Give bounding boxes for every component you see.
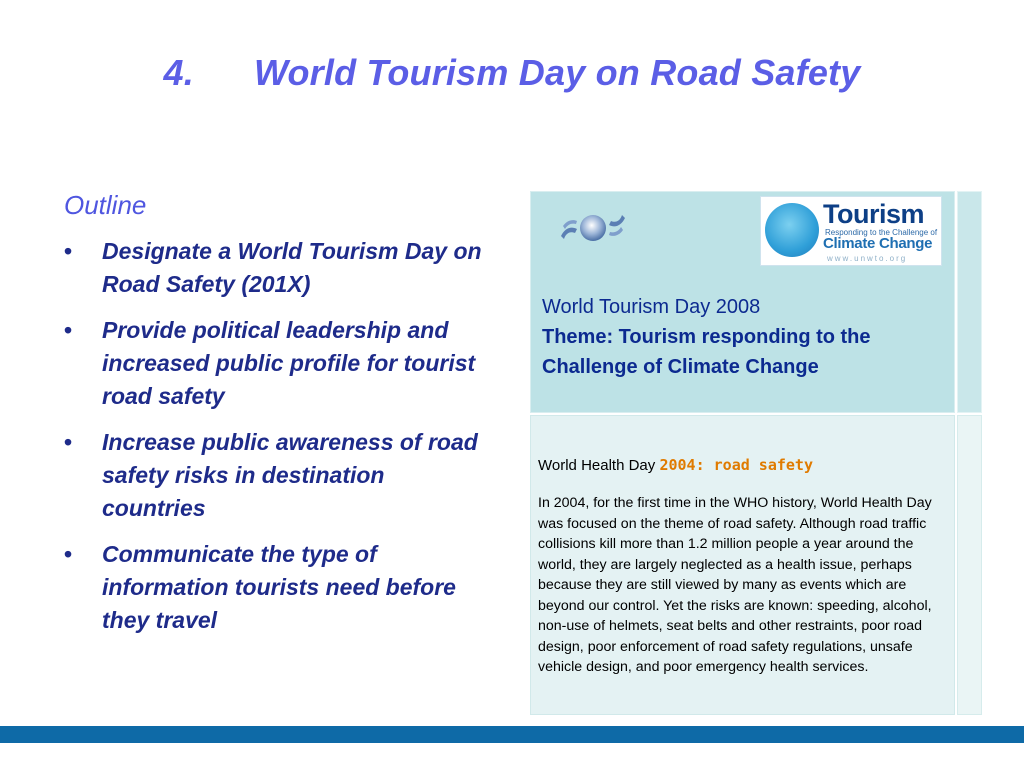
health-day-heading (538, 456, 813, 474)
bullet-icon: • (64, 238, 73, 264)
health-day-heading-accent: 2004: road safety (659, 456, 813, 474)
outline-bullet (64, 426, 494, 525)
table-side-cell (957, 415, 982, 715)
bullet-text: Communicate the type of information tourists need before they travel (102, 541, 456, 633)
globe-hand-icon (765, 203, 819, 257)
outline-bullet (64, 235, 494, 301)
tourism-day-theme: Theme: Tourism responding to the Challenge of Climate Change (542, 326, 871, 378)
outline-bullets (64, 235, 494, 637)
logo-word: Tourism (823, 199, 925, 229)
bullet-text: Increase public awareness of road safety risks in destination countries (102, 429, 478, 521)
bullet-icon: • (64, 429, 73, 455)
outline-heading: Outline (64, 190, 147, 220)
slide-number: 4. (163, 52, 194, 93)
info-table (530, 191, 982, 715)
logo-tagline: Climate Change (823, 235, 933, 252)
bullet-text: Designate a World Tourism Day on Road Safety (201X) (102, 238, 482, 297)
slide-title-text: World Tourism Day on Road Safety (253, 52, 861, 93)
logo-url: www.unwto.org (827, 254, 908, 263)
health-day-heading-prefix: World Health Day (538, 457, 656, 474)
tourism-day-line: World Tourism Day 2008 (542, 296, 761, 318)
slide-title (0, 52, 1024, 94)
bullet-text: Provide political leadership and increased public profile for tourist road safety (102, 317, 476, 409)
outline-bullet (64, 314, 494, 413)
tourism-day-text (542, 292, 952, 382)
health-day-body: In 2004, for the first time in the WHO history, World Health Day was focused on the theme of road safety. Although road traffic collisions kill more than 1.2 million people a year around the world, they are largely neglected as a health issue, perhaps because they are still viewed by many as events which are beyond our control. Yet the risks are known: speeding, alcohol, non-use of helmets, seat belts and other restraints, poor road design, poor enforcement of road safety regulations, unsafe vehicle design, and poor emergency health services. (538, 495, 932, 675)
un-wto-logo-icon (557, 206, 629, 248)
outline-section (64, 190, 494, 650)
bullet-icon: • (64, 541, 73, 567)
tourism-day-panel (530, 191, 955, 413)
outline-bullet (64, 538, 494, 637)
tourism-climate-change-logo (760, 196, 942, 266)
footer-bar (0, 726, 1024, 743)
bullet-icon: • (64, 317, 73, 343)
logo-subline: Responding to the Challenge of (825, 228, 938, 237)
table-side-cell (957, 191, 982, 413)
